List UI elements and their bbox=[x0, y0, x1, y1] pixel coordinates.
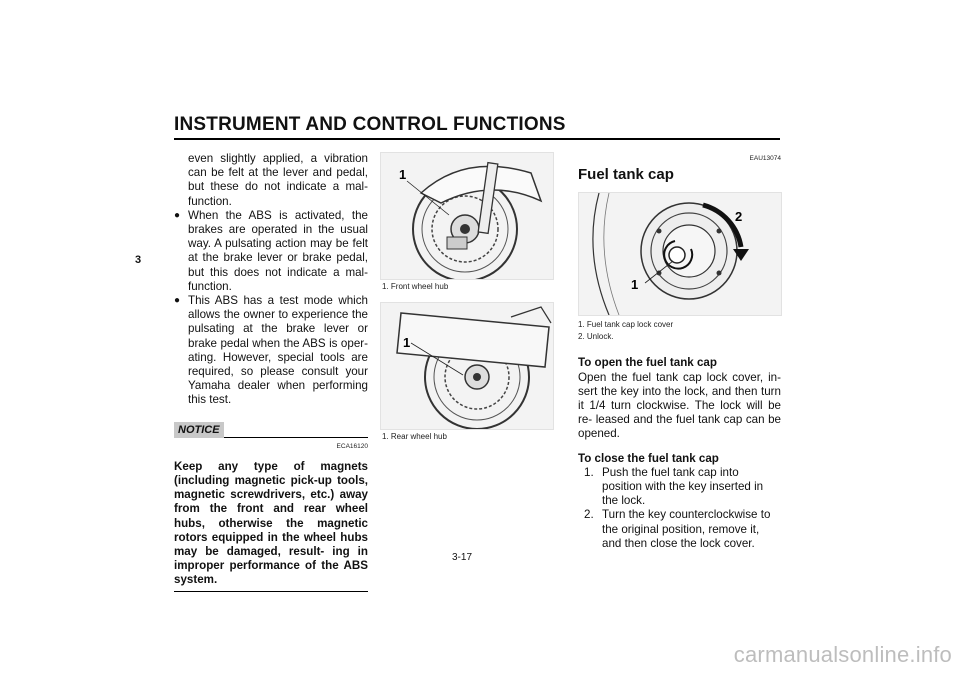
bullet-item bbox=[174, 209, 368, 294]
bullet-text: When the ABS is activated, the brakes are operated in the usual way. A pulsating action may be felt at the brake lever or brake pedal, but this does not indicate a mal- function. bbox=[188, 208, 368, 293]
callout-number: 1 bbox=[631, 277, 639, 293]
front-wheel-caption: 1. Front wheel hub bbox=[382, 282, 449, 291]
notice-badge: NOTICE bbox=[174, 422, 224, 438]
page-header-title: INSTRUMENT AND CONTROL FUNCTIONS bbox=[174, 114, 566, 135]
chapter-tab: 3 bbox=[134, 254, 142, 266]
step-number: 1. bbox=[584, 465, 594, 479]
bullet-item bbox=[174, 294, 368, 408]
header-rule bbox=[174, 138, 780, 140]
page-number: 3-17 bbox=[452, 552, 473, 563]
step-text: Turn the key counterclockwise to the original position, remove it, and then close the lock cover. bbox=[602, 508, 771, 550]
step-text: Push the fuel tank cap into position with the key inserted in the lock. bbox=[602, 465, 764, 508]
list-item bbox=[578, 508, 781, 551]
list-item bbox=[578, 466, 781, 509]
rear-wheel-caption: 1. Rear wheel hub bbox=[382, 432, 447, 441]
bullet-text: This ABS has a test mode which allows the owner to experience the pulsating at the brake lever or brake pedal when the ABS is oper- ating. However, special tools are required, so please consult your Yamaha dealer when performing this test. bbox=[188, 294, 368, 407]
rear-wheel-illustration bbox=[381, 303, 553, 429]
front-wheel-figure bbox=[380, 152, 554, 280]
notice-header bbox=[174, 422, 368, 438]
section-code: EAU13074 bbox=[749, 155, 781, 162]
fuel-cap-figure bbox=[578, 192, 782, 316]
bullet-icon: ● bbox=[174, 209, 181, 221]
continued-text: even slightly applied, a vibration can be felt at the lever and pedal, but these do not indicate a mal- function. bbox=[188, 152, 368, 208]
open-cap-text: Open the fuel tank cap lock cover, in- sert the key into the lock, and then turn it 1/4 turn clockwise. The lock will be re- leased and the fuel tank cap can be opened. bbox=[578, 370, 781, 441]
notice-end-rule bbox=[174, 591, 368, 592]
watermark: carmanualsonline.info bbox=[733, 642, 952, 667]
notice-rule bbox=[224, 437, 368, 438]
left-column bbox=[174, 152, 368, 592]
notice-text: Keep any type of magnets (including magnetic pick-up tools, magnetic screwdrivers, etc.) away from the front and rear wheel hubs, otherwise the magnetic rotors equipped in the wheel hubs may be damaged, result- ing in improper performance of the ABS system. bbox=[174, 459, 368, 587]
close-cap-title: To close the fuel tank cap bbox=[578, 451, 719, 465]
fuel-cap-caption: 1. Fuel tank cap lock cover bbox=[578, 320, 674, 330]
front-wheel-illustration bbox=[381, 153, 553, 279]
callout-number: 2 bbox=[735, 209, 743, 225]
rear-wheel-figure bbox=[380, 302, 554, 430]
step-number: 2. bbox=[584, 508, 594, 522]
callout-number: 1 bbox=[399, 167, 407, 182]
notice-code: ECA16120 bbox=[336, 442, 368, 450]
section-title: Fuel tank cap bbox=[578, 166, 674, 184]
fuel-cap-caption: 2. Unlock. bbox=[578, 332, 614, 342]
fuel-cap-illustration bbox=[579, 193, 781, 315]
right-column bbox=[578, 152, 781, 551]
open-cap-title: To open the fuel tank cap bbox=[578, 356, 717, 370]
bullet-icon: ● bbox=[174, 295, 181, 307]
callout-number: 1 bbox=[403, 335, 411, 350]
